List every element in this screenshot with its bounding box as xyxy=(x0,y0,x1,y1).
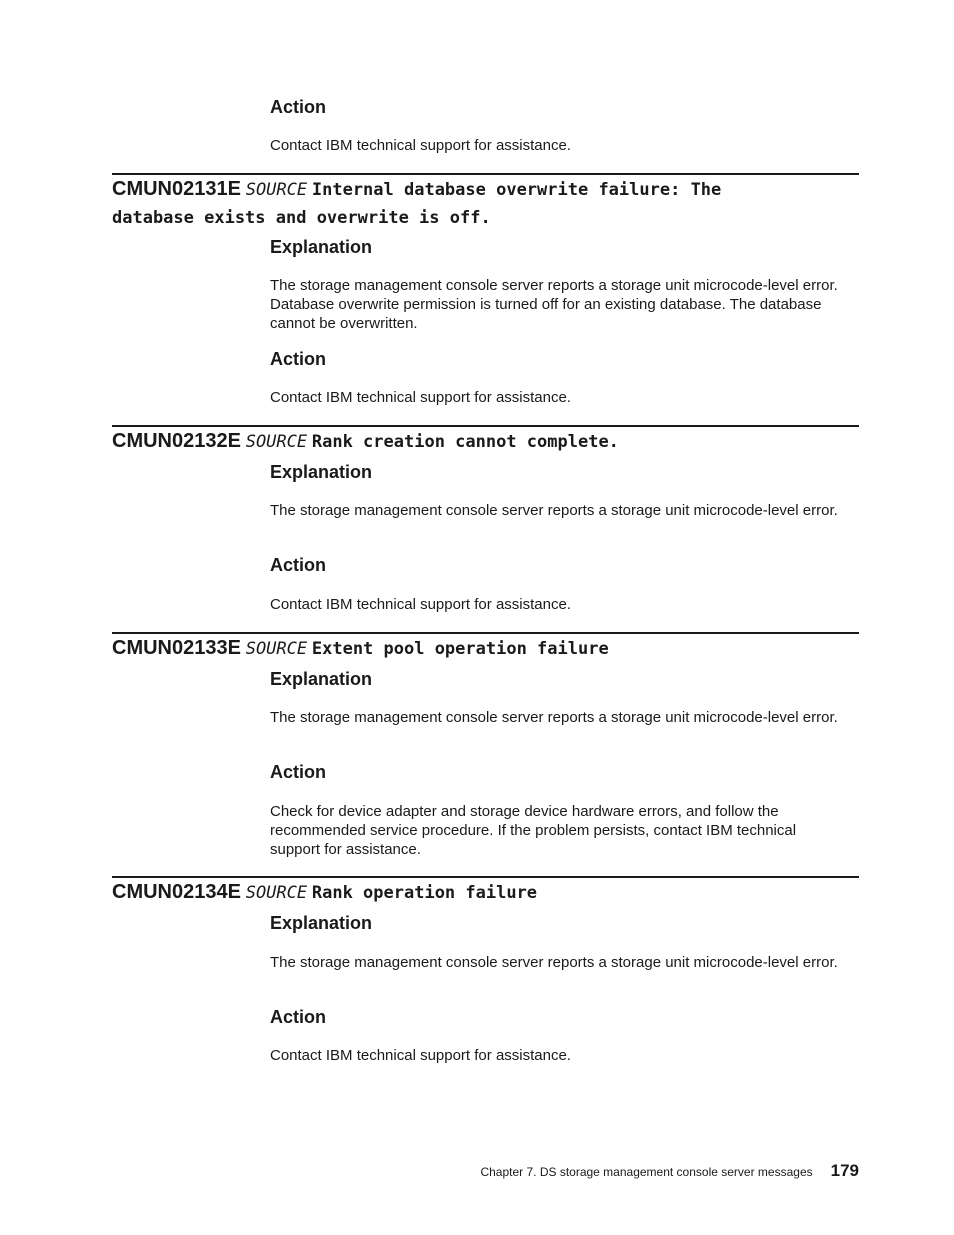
action-heading: Action xyxy=(270,762,326,782)
message-code: CMUN02132E xyxy=(112,430,241,452)
explanation-text: The storage management console server reports a storage unit microcode-level error. xyxy=(270,502,838,519)
explanation-text: The storage management console server reports a storage unit microcode-level error. xyxy=(270,954,838,971)
message-title: Internal database overwrite failure: The xyxy=(311,180,722,200)
message-code: CMUN02134E xyxy=(112,881,241,903)
message-heading xyxy=(112,635,812,663)
explanation-heading: Explanation xyxy=(270,913,373,933)
action-text: Contact IBM technical support for assistance. xyxy=(270,137,571,154)
action-text: Contact IBM technical support for assistance. xyxy=(270,596,571,613)
message-title-continued: database exists and overwrite is off. xyxy=(112,208,491,228)
message-title: Rank operation failure xyxy=(311,883,538,903)
explanation-heading: Explanation xyxy=(270,462,373,482)
message-title: Rank creation cannot complete. xyxy=(311,432,619,452)
message-source: SOURCE xyxy=(245,883,308,903)
explanation-text: The storage management console server reports a storage unit microcode-level error. Database overwrite permission is turned off for an existing database. The database cannot be overwritten. xyxy=(270,277,838,332)
message-source: SOURCE xyxy=(245,639,308,659)
explanation-heading: Explanation xyxy=(270,669,373,689)
message-source: SOURCE xyxy=(245,180,308,200)
message-heading xyxy=(112,176,812,232)
page-footer xyxy=(480,1161,859,1181)
message-title: Extent pool operation failure xyxy=(311,639,609,659)
explanation-heading: Explanation xyxy=(270,237,373,257)
message-code: CMUN02131E xyxy=(112,178,241,200)
action-text: Contact IBM technical support for assistance. xyxy=(270,1047,571,1064)
action-heading: Action xyxy=(270,1007,326,1027)
action-heading: Action xyxy=(270,555,326,575)
section-divider xyxy=(112,173,859,175)
section-divider xyxy=(112,425,859,427)
message-heading xyxy=(112,879,812,907)
action-text: Check for device adapter and storage device hardware errors, and follow the recommended service procedure. If the problem persists, contact IBM technical support for assistance. xyxy=(270,803,797,858)
page-number: 179 xyxy=(830,1161,859,1180)
message-source: SOURCE xyxy=(245,432,308,452)
explanation-text: The storage management console server reports a storage unit microcode-level error. xyxy=(270,709,838,726)
section-divider xyxy=(112,632,859,634)
chapter-title: Chapter 7. DS storage management console server messages xyxy=(480,1165,813,1179)
section-divider xyxy=(112,876,859,878)
action-text: Contact IBM technical support for assistance. xyxy=(270,389,571,406)
message-code: CMUN02133E xyxy=(112,637,241,659)
message-heading xyxy=(112,428,812,456)
action-heading: Action xyxy=(270,97,326,117)
action-heading: Action xyxy=(270,349,326,369)
